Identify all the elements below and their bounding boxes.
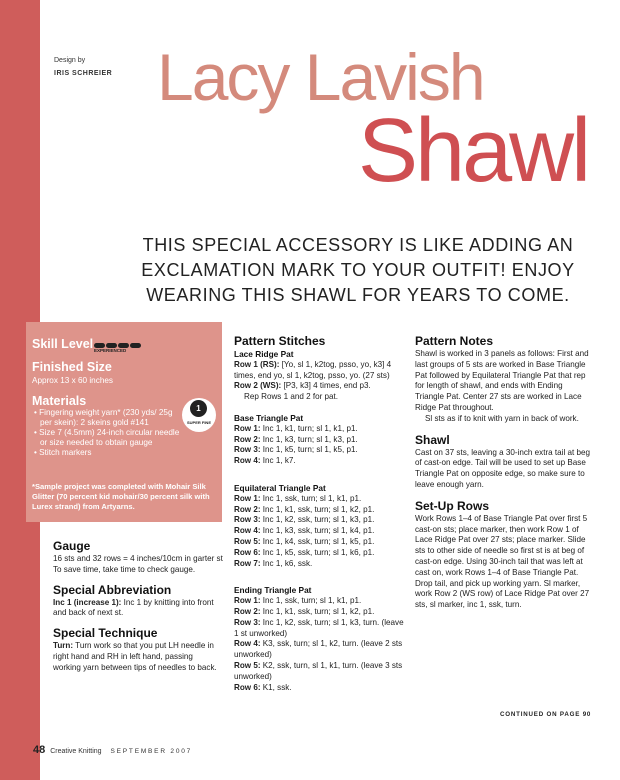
pattern-notes-text-2: Sl sts as if to knit with yarn in back of work. xyxy=(425,413,579,423)
page-number: 48 xyxy=(33,744,46,756)
materials-heading: Materials xyxy=(32,394,87,408)
setup-rows-text: Work Rows 1–4 of Base Triangle Pat over first 5 cast-on sts; place marker, then work Row 1 of Lace Ridge Pat over 27 sts; place marker. Slide sts to other side of needle so first st is at beg of cast-on edge. Using 30-inch tail that was left at cast on, work Rows 1–4 of Base Triangle Pat. Drop tail, and pick up working yarn. Sl marker, work Row 2 (WS row) of Lace Ridge Pat over 27 sts, sl marker, inc 1, ssk, turn. xyxy=(415,513,590,610)
issue-date: SEPTEMBER 2007 xyxy=(110,748,193,755)
design-by-label: Design by xyxy=(54,57,86,64)
base-row: Row 2: Inc 1, k3, turn; sl 1, k3, p1. xyxy=(234,434,358,444)
shawl-text: Cast on 37 sts, leaving a 30-inch extra tail at beg of cast-on edge. Tail will be used to set up Base Triangle Pat on opposite edge, so make sure to leave enough yarn. xyxy=(415,447,591,489)
left-column xyxy=(53,539,223,674)
materials-list xyxy=(32,408,182,458)
gauge-text: 16 sts and 32 rows = 4 inches/10cm in garter st xyxy=(53,554,223,563)
ending-row: Row 1: Inc 1, ssk, turn; sl 1, k1, p1. xyxy=(234,596,362,606)
abbreviation-term: Inc 1 (increase 1): xyxy=(53,597,122,607)
sample-note: *Sample project was completed with Mohair Silk Glitter (70 percent kid mohair/30 percent silk with Lurex strand) from Artyarns. xyxy=(32,482,210,511)
list-item: • Stitch markers xyxy=(34,448,92,457)
list-item: • Fingering weight yarn* (230 yds/ 25g per skein): 2 skeins gold #141 xyxy=(34,408,173,427)
intro-line: EXCLAMATION MARK TO YOUR OUTFIT! ENJOY xyxy=(141,260,575,280)
equilateral-triangle-heading: Equilateral Triangle Pat xyxy=(234,482,326,493)
finished-size-value: Approx 13 x 60 inches xyxy=(32,376,114,385)
skill-level-heading: Skill Level xyxy=(32,337,94,351)
equi-row: Row 1: Inc 1, ssk, turn; sl 1, k1, p1. xyxy=(234,493,362,503)
middle-column xyxy=(234,334,406,693)
base-row: Row 3: Inc 1, k5, turn; sl 1, k5, p1. xyxy=(234,445,358,455)
list-item: • Size 7 (4.5mm) 24-inch circular needle or size needed to obtain gauge xyxy=(34,428,180,447)
info-box xyxy=(26,322,222,522)
equi-row: Row 2: Inc 1, k1, ssk, turn; sl 1, k2, p1. xyxy=(234,504,375,514)
technique-term: Turn: xyxy=(53,641,74,651)
pattern-notes-text: Shawl is worked in 3 panels as follows: First and last groups of 5 sts are worked in Base Triangle Pat followed by Equilateral Triangle Pat that rep for length of shawl, and ends with Ending Triangle Pat. Center 27 sts are worked in Lace Ridge Pat throughout. xyxy=(415,349,589,412)
intro-text xyxy=(118,233,598,308)
ending-row: Row 2: Inc 1, k1, ssk, turn; sl 1, k2, p1. xyxy=(234,606,375,616)
equi-row: Row 3: Inc 1, k2, ssk, turn; sl 1, k3, p1. xyxy=(234,515,375,525)
ending-row: Row 6: K1, ssk. xyxy=(234,682,292,692)
ending-row: Row 3: Inc 1, k2, ssk, turn; sl 1, k3, turn. (leave 1 st unworked) xyxy=(234,617,404,638)
yarn-ball-icon: 1 xyxy=(190,400,207,417)
abbreviation-text xyxy=(53,598,223,620)
gauge-heading: Gauge xyxy=(53,539,91,553)
pattern-stitches-heading: Pattern Stitches xyxy=(234,334,326,348)
technique-definition: Turn work so that you put LH needle in right hand and RH in left hand, passing working yarn between tips of needles to back. xyxy=(53,641,217,672)
finished-size-heading: Finished Size xyxy=(32,360,112,374)
ending-row: Row 5: K2, ssk, turn, sl 1, k1, turn. (leave 3 sts unworked) xyxy=(234,660,403,681)
lace-row: Row 1 (RS): [Yo, sl 1, k2tog, psso, yo, k3] 4 times, end yo, sl 1, k2tog, psso, yo. (27 sts) xyxy=(234,359,392,380)
yarn-weight-label: SUPER FINE xyxy=(186,420,211,425)
title-line-2: Shawl xyxy=(358,101,589,201)
designer-credit xyxy=(54,54,112,80)
pattern-notes-heading: Pattern Notes xyxy=(415,334,494,348)
equi-row: Row 5: Inc 1, k4, ssk, turn; sl 1, k5, p1. xyxy=(234,536,375,546)
base-row: Row 4: Inc 1, k7. xyxy=(234,456,296,466)
base-row: Row 1: Inc 1, k1, turn; sl 1, k1, p1. xyxy=(234,423,358,433)
technique-text xyxy=(53,641,223,673)
magazine-name: Creative Knitting xyxy=(50,748,102,755)
designer-name: IRIS SCHREIER xyxy=(54,70,113,77)
equi-row: Row 4: Inc 1, k3, ssk, turn; sl 1, k4, p1. xyxy=(234,526,375,536)
title-line-1: Lacy Lavish xyxy=(157,40,484,114)
lace-row: Row 2 (WS): [P3, k3] 4 times, end p3. xyxy=(234,381,371,391)
lace-ridge-heading: Lace Ridge Pat xyxy=(234,349,294,359)
skill-level-value: EXPERIENCED xyxy=(94,348,127,353)
right-column xyxy=(415,334,593,611)
yarn-weight-badge xyxy=(182,398,216,432)
gauge-note: To save time, take time to check gauge. xyxy=(53,564,196,574)
setup-rows-heading: Set-Up Rows xyxy=(415,498,490,513)
base-triangle-heading: Base Triangle Pat xyxy=(234,412,304,423)
ending-row: Row 4: K3, ssk, turn; sl 1, k2, turn. (leave 2 sts unworked) xyxy=(234,639,403,660)
ending-triangle-heading: Ending Triangle Pat xyxy=(234,585,312,596)
lace-repeat: Rep Rows 1 and 2 for pat. xyxy=(244,392,339,402)
technique-heading: Special Technique xyxy=(53,626,158,641)
page-footer xyxy=(33,744,192,756)
shawl-heading: Shawl xyxy=(415,432,450,447)
equi-row: Row 6: Inc 1, k5, ssk, turn; sl 1, k6, p1. xyxy=(234,547,375,557)
abbreviation-definition: Inc 1 by knitting into front and back of next st. xyxy=(53,597,214,618)
equi-row: Row 7: Inc 1, k6, ssk. xyxy=(234,558,313,568)
intro-line: THIS SPECIAL ACCESSORY IS LIKE ADDING AN xyxy=(142,235,574,255)
continued-link: CONTINUED ON PAGE 90 xyxy=(500,711,592,718)
intro-line: WEARING THIS SHAWL FOR YEARS TO COME. xyxy=(146,285,570,305)
abbreviation-heading: Special Abbreviation xyxy=(53,582,172,597)
